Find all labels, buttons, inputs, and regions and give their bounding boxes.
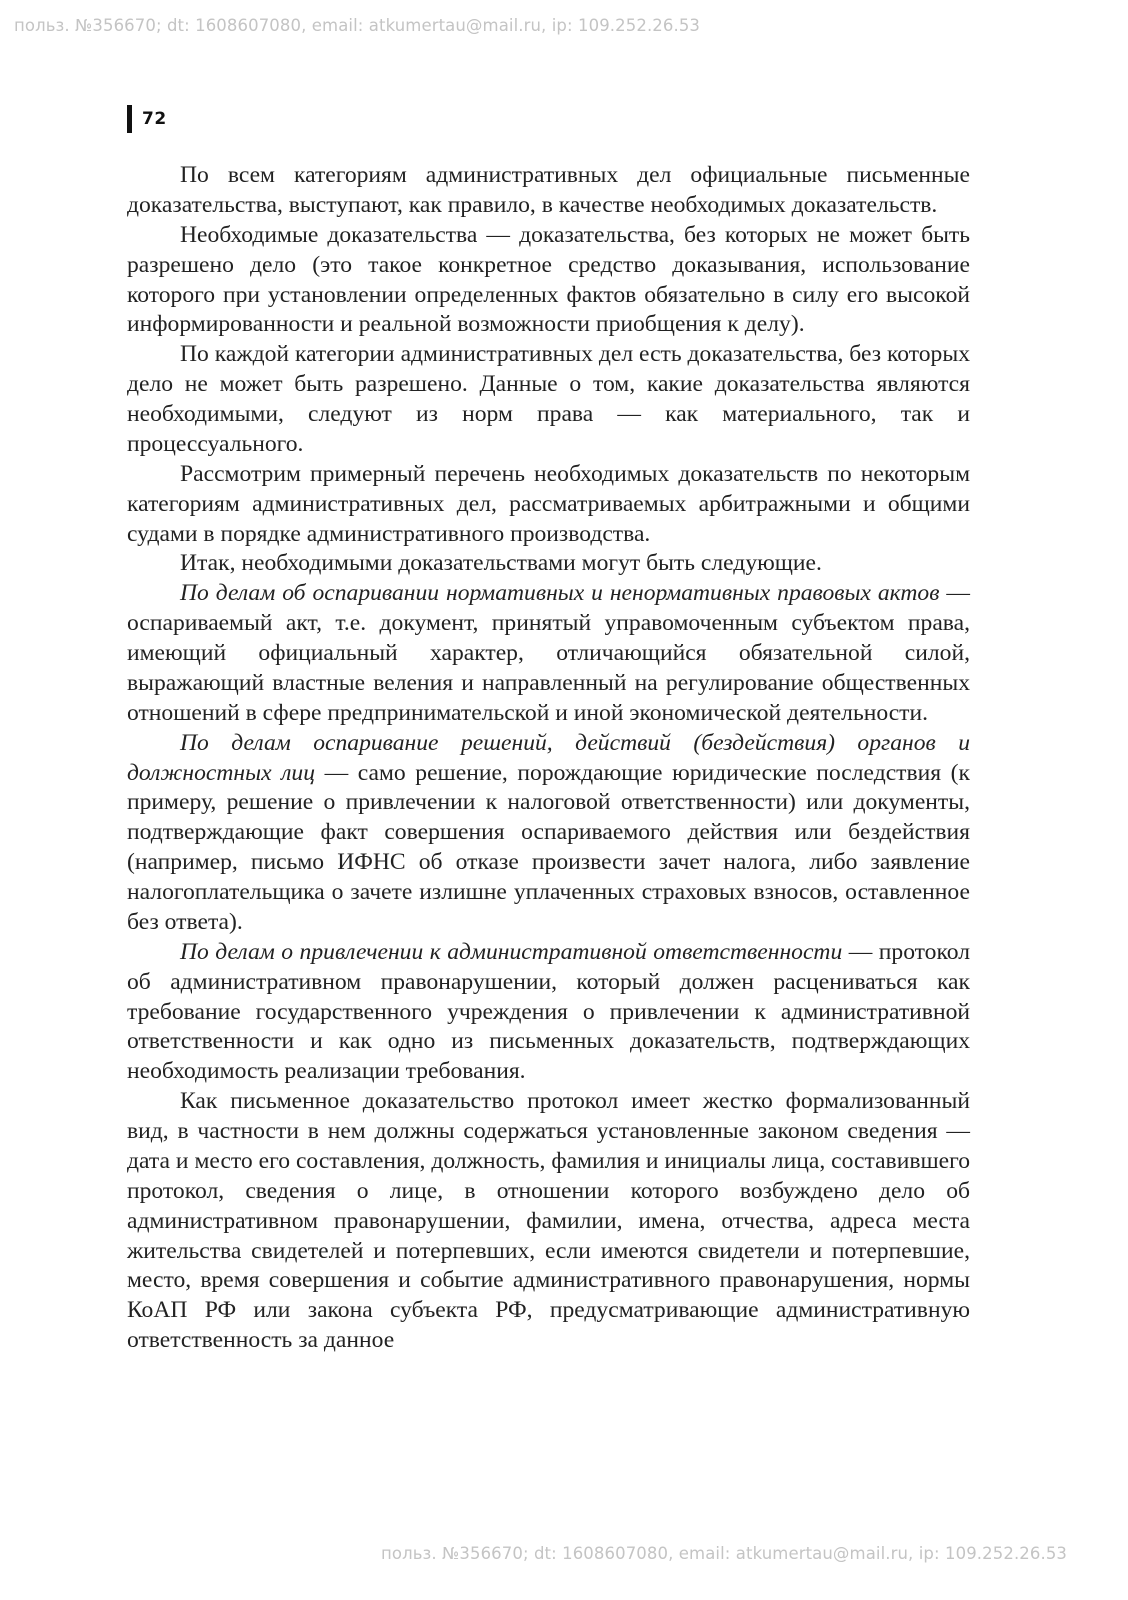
- paragraph-text: Итак, необходимыми доказательствами могут быть следующие.: [180, 550, 822, 577]
- page-header: [127, 104, 167, 134]
- paragraph-lead-italic: По делам оспаривание решений, действий (бездействия) органов и должностных лиц: [127, 729, 970, 786]
- paragraph: [127, 221, 970, 341]
- paragraph-text: Как письменное доказательство протокол имеет жестко формализованный вид, в частности в нем должны содержаться установленные законом сведения — дата и место его составления, должность, фамилия и инициалы лица, составившего протокол, сведения о лице, в отношении которого возбуждено дело об административном правонарушении, фамилии, имена, отчества, адреса места жительства свидетелей и потерпевших, если имеются свидетели и потерпевшие, место, время совершения и событие административного правонарушения, нормы КоАП РФ или закона субъекта РФ, предусматривающие административную ответственность за данное: [127, 1088, 970, 1354]
- paragraph: [127, 1087, 970, 1356]
- paragraph: [127, 549, 970, 579]
- paragraph-text: — само решение, порождающие юридические последствия (к примеру, решение о привлечении к налоговой ответственности) или документы, подтверждающие факт совершения оспариваемого действия или бездействия (например, письмо ИФНС об отказе произвести зачет налога, либо заявление налогоплательщика о зачете излишне уплаченных страховых взносов, оставленное без ответа).: [127, 759, 971, 935]
- paragraph-text: По всем категориям административных дел официальные письменные доказательства, выступают, как правило, в качестве необходимых доказательств.: [127, 162, 970, 218]
- paragraph: [127, 460, 970, 550]
- page-number: 72: [142, 109, 167, 129]
- paragraph-text: Необходимые доказательства — доказательства, без которых не может быть разрешено дело (это такое конкретное средство доказывания, использование которого при установлении определенных фактов обязательно в силу его высокой информированности и реальной возможности приобщения к делу).: [127, 221, 970, 338]
- paragraph-lead-italic: По делам об оспаривании нормативных и ненормативных правовых актов: [180, 580, 940, 607]
- paragraph-lead-italic: По делам о привлечении к административной ответственности: [180, 938, 843, 965]
- paragraph-text: Рассмотрим примерный перечень необходимых доказательств по некоторым категориям административных дел, рассматриваемых арбитражными и общими судами в порядке административного производства.: [127, 460, 970, 547]
- paragraph: [127, 579, 970, 728]
- paragraph: [127, 938, 970, 1087]
- paragraph-text: — протокол об административном правонарушении, который должен расцениваться как требование государственного учреждения о привлечении к административной ответственности и как одно из письменных доказательств, подтверждающих необходимость реализации требования.: [127, 938, 970, 1085]
- body-text: [127, 161, 970, 1356]
- paragraph-text: — оспариваемый акт, т.е. документ, принятый управомоченным субъектом права, имеющий официальный характер, отличающийся обязательной силой, выражающий властные веления и направленный на регулирование общественных отношений в сфере предпринимательской и иной экономической деятельности.: [127, 580, 970, 726]
- paragraph: [127, 161, 970, 221]
- watermark-bottom: польз. №356670; dt: 1608607080, email: atkumertau@mail.ru, ip: 109.252.26.53: [381, 1544, 1068, 1563]
- paragraph-text: По каждой категории административных дел есть доказательства, без которых дело не может быть разрешено. Данные о том, какие доказательства являются необходимыми, следуют из норм права — как материального, так и процессуального.: [127, 341, 970, 457]
- paragraph: [127, 729, 970, 938]
- header-bar: [127, 105, 132, 133]
- watermark-top: польз. №356670; dt: 1608607080, email: atkumertau@mail.ru, ip: 109.252.26.53: [14, 16, 701, 35]
- paragraph: [127, 340, 970, 460]
